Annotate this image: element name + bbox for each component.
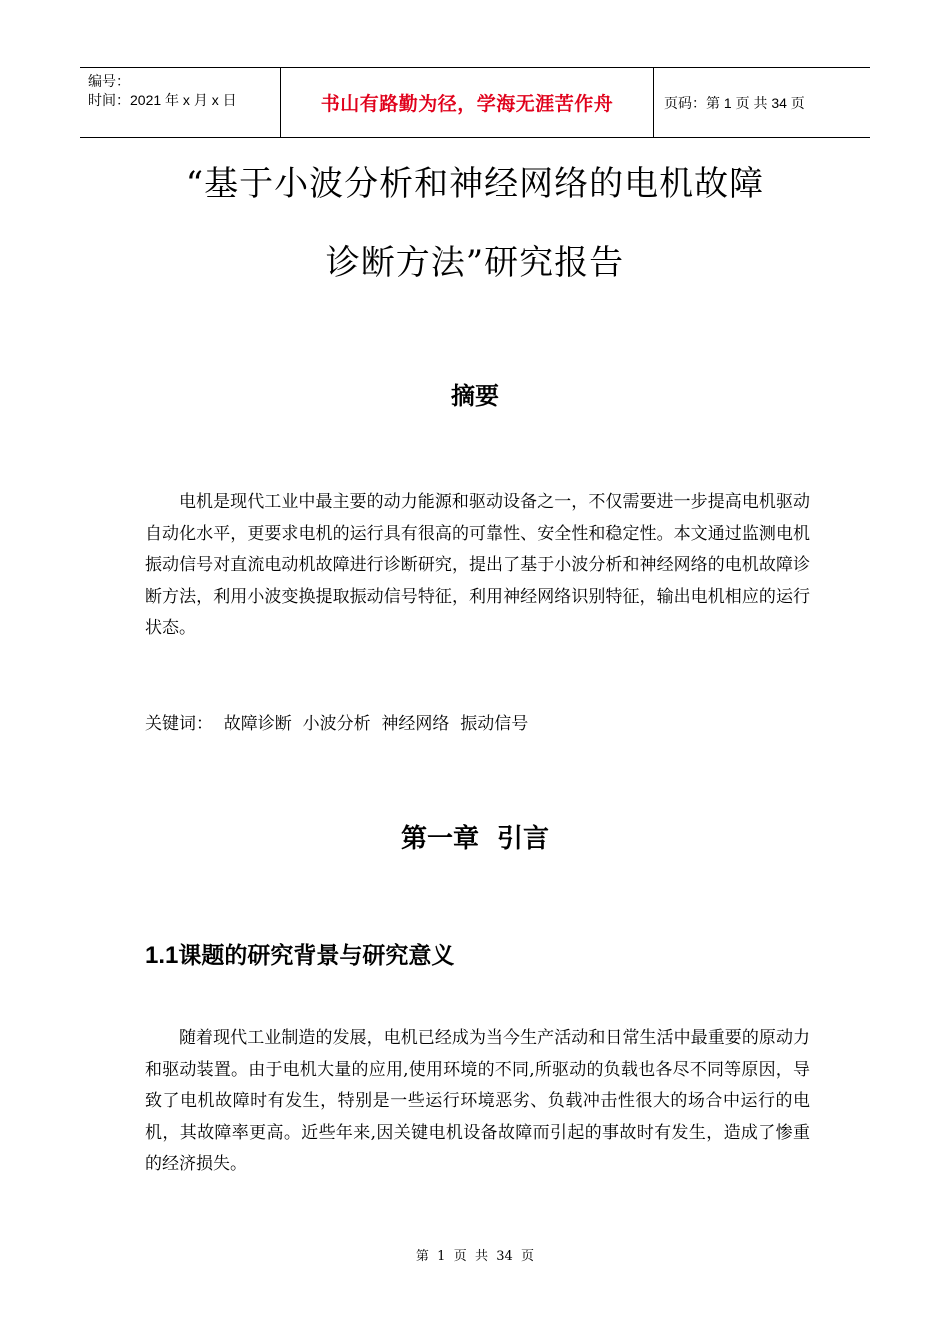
chapter-heading: 第一章 引言 [400, 824, 550, 854]
document-title-line-1: “基于小波分析和神经网络的电机故障 [185, 164, 765, 204]
header-page-info: 页码：第 1 页 共 34 页 [664, 94, 805, 111]
abstract-body: 电机是现代工业中最主要的动力能源和驱动设备之一，不仅需要进一步提高电机驱动自动化水平，更要求电机的运行具有很高的可靠性、安全性和稳定性。本文通过监测电机振动信号对直流电动机故障进行诊断研究，提出了基于小波分析和神经网络的电机故障诊断方法，利用小波变换提取振动信号特征，利用神经网络识别特征，输出电机相应的运行状态。 [145, 492, 810, 638]
section-title: 课题的研究背景与研究意义 [178, 943, 455, 969]
page-footer: 第 1 页 共 34 页 [415, 1249, 535, 1264]
document-title-line-2: 诊断方法”研究报告 [325, 243, 625, 283]
section-heading [145, 937, 454, 970]
document-number-label: 编号： [88, 73, 130, 89]
section-body: 随着现代工业制造的发展，电机已经成为当今生产活动和日常生活中最重要的原动力和驱动装置。由于电机大量的应用,使用环境的不同,所驱动的负载也各尽不同等原因，导致了电机故障时有发生，特别是一些运行环境恶劣、负载冲击性很大的场合中运行的电机，其故障率更高。近些年来,因关键电机设备故障而引起的事故时有发生，造成了惨重的经济损失。 [145, 1028, 810, 1174]
section-number: 1.1 [145, 942, 179, 969]
document-date: 时间：2021 年 x 月 x 日 [88, 92, 237, 108]
header-motto-cell [281, 68, 654, 137]
document-header [80, 67, 870, 138]
header-motto: 书山有路勤为径，学海无涯苦作舟 [320, 93, 614, 115]
abstract-heading: 摘要 [451, 382, 499, 410]
header-meta-cell [80, 68, 281, 137]
keywords-line: 关键词： 故障诊断 小波分析 神经网络 振动信号 [145, 714, 529, 734]
header-page-cell [654, 68, 870, 137]
